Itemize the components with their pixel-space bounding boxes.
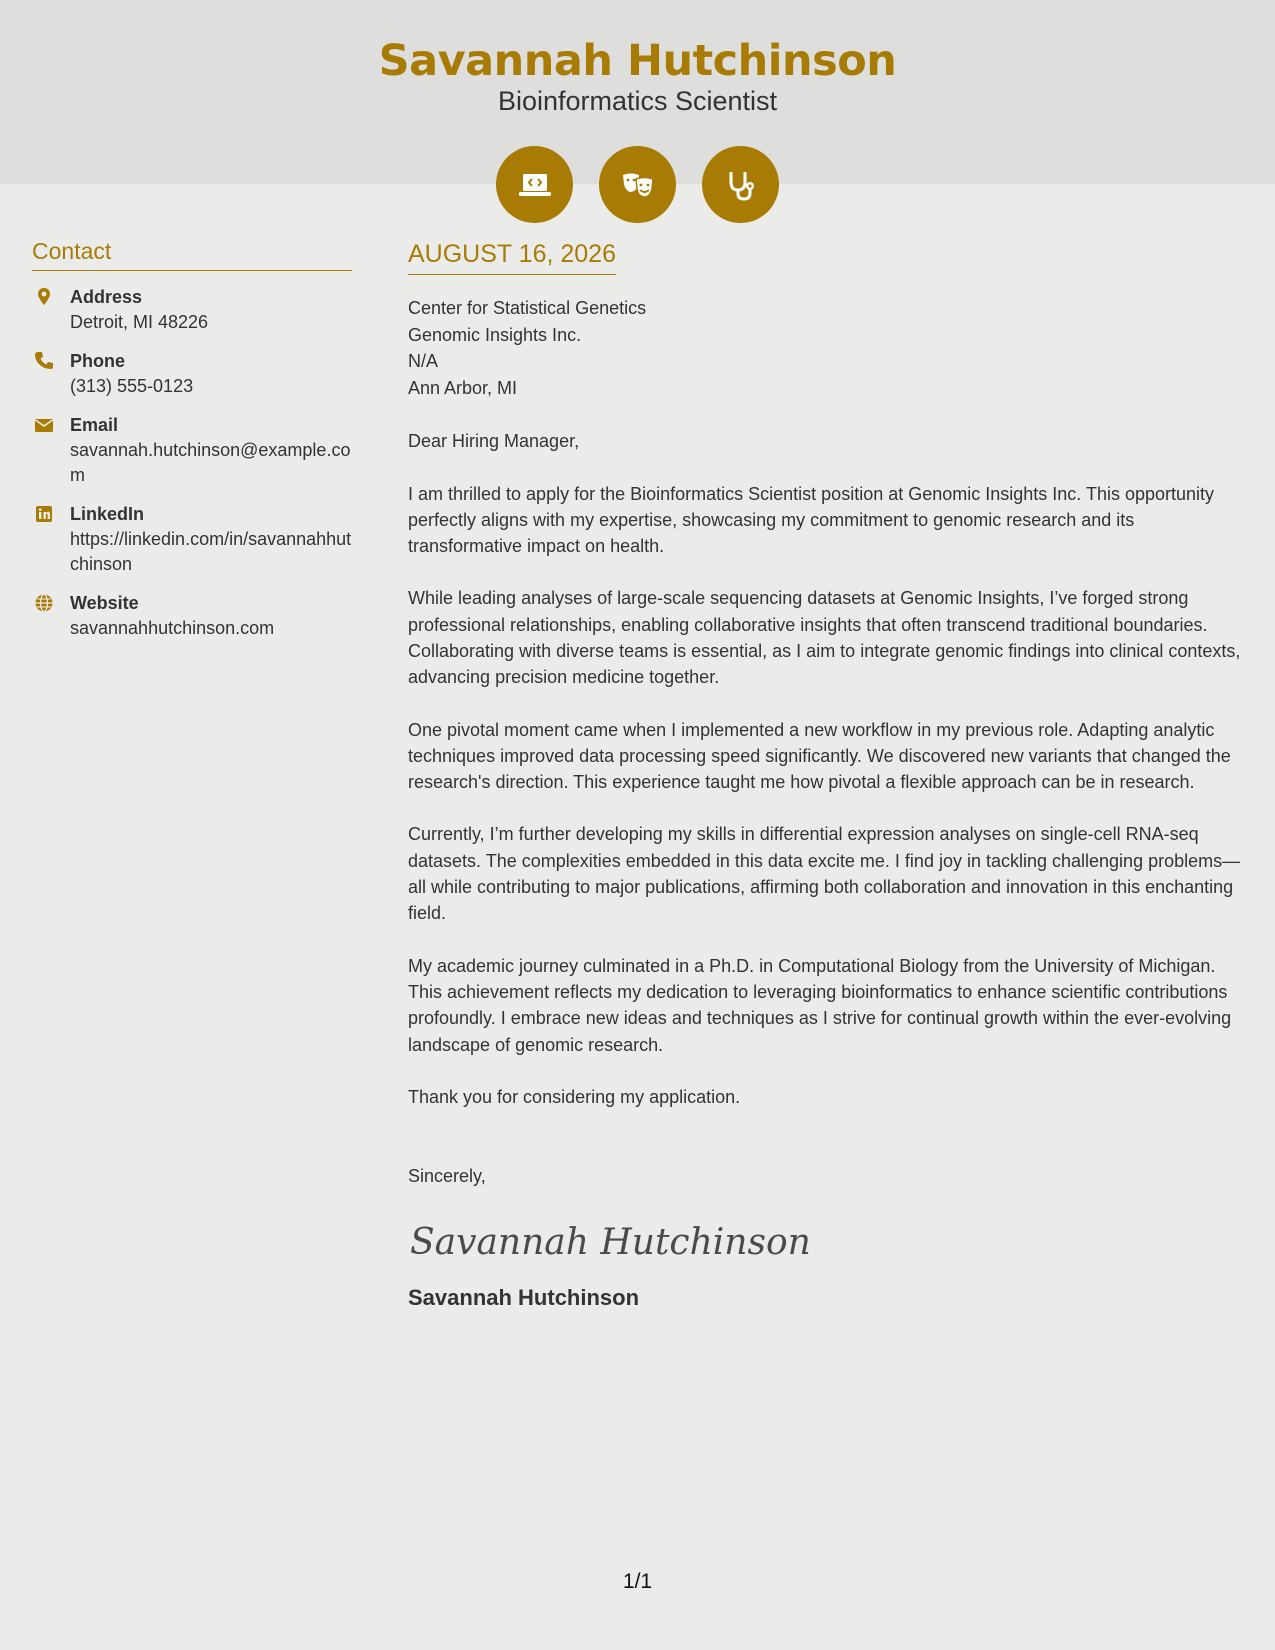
letter-date: AUGUST 16, 2026 <box>408 240 616 275</box>
recipient-block <box>408 295 1253 401</box>
recipient-line: Center for Statistical Genetics <box>408 298 647 318</box>
linkedin-label: LinkedIn <box>70 504 145 524</box>
globe-icon <box>32 591 70 641</box>
recipient-line: Ann Arbor, MI <box>408 377 518 398</box>
stethoscope-icon <box>702 146 779 223</box>
phone-value: (313) 555-0123 <box>70 376 194 396</box>
map-pin-icon <box>32 285 70 335</box>
closing: Sincerely, <box>408 1166 486 1187</box>
signer-name: Savannah Hutchinson <box>408 1284 640 1310</box>
contact-phone <box>32 349 352 399</box>
website-label: Website <box>70 593 139 613</box>
letter-paragraph: One pivotal moment came when I implemented a new workflow in my previous role. Adapting analytic techniques improved data processing speed significantly. We discovered new variants that changed the research's direction. This experience taught me how pivotal a flexible approach can be in research. <box>408 719 1231 793</box>
contact-linkedin <box>32 502 352 577</box>
website-value[interactable]: savannahhutchinson.com <box>70 618 275 638</box>
email-label: Email <box>70 415 119 435</box>
address-value: Detroit, MI 48226 <box>70 312 209 332</box>
contact-website <box>32 591 352 641</box>
recipient-line: Genomic Insights Inc. <box>408 324 582 345</box>
address-label: Address <box>70 287 143 307</box>
linkedin-icon <box>32 502 70 577</box>
handwritten-signature <box>408 1216 811 1266</box>
letter-paragraph: My academic journey culminated in a Ph.D. in Computational Biology from the University of Michigan. This achievement reflects my dedication to leveraging bioinformatics to enhance scientific contributions profoundly. I embrace new ideas and techniques as I strive for continual growth within the ever-evolving landscape of genomic research. <box>408 955 1232 1055</box>
laptop-code-icon <box>496 146 573 223</box>
linkedin-value[interactable]: https://linkedin.com/in/savannahhutchinson <box>70 529 352 574</box>
contact-address <box>32 285 352 335</box>
envelope-icon <box>32 413 70 488</box>
letter-body <box>408 240 1253 1311</box>
recipient-line: N/A <box>408 351 439 371</box>
applicant-name: Savannah Hutchinson <box>378 36 897 86</box>
contact-heading: Contact <box>32 238 352 271</box>
contact-email <box>32 413 352 488</box>
masks-theater-icon <box>599 146 676 223</box>
contact-sidebar <box>32 238 352 655</box>
phone-label: Phone <box>70 351 126 371</box>
page-number: 1/1 <box>622 1570 653 1593</box>
signature-text: Savannah Hutchinson <box>410 1221 811 1263</box>
letter-paragraph: While leading analyses of large-scale sequencing datasets at Genomic Insights, I’ve forged strong professional relationships, enabling collaborative insights that often transcend traditional boundaries. Collaborating with diverse teams is essential, as I aim to integrate genomic findings into clinical contexts, advancing precision medicine together. <box>408 588 1241 688</box>
letter-paragraph: I am thrilled to apply for the Bioinformatics Scientist position at Genomic Insights Inc. This opportunity perfectly aligns with my expertise, showcasing my commitment to genomic research and its transformative impact on health. <box>408 483 1215 557</box>
email-value[interactable]: savannah.hutchinson@example.com <box>70 440 351 485</box>
phone-icon <box>32 349 70 399</box>
salutation: Dear Hiring Manager, <box>408 431 580 451</box>
job-title: Bioinformatics Scientist <box>497 86 778 116</box>
letter-paragraph: Currently, I’m further developing my skills in differential expression analyses on single-cell RNA-seq datasets. The complexities embedded in this data excite me. I find joy in tackling challenging problems—all while contributing to major publications, affirming both collaboration and innovation in this enchanting field. <box>408 824 1241 924</box>
letter-paragraph: Thank you for considering my application. <box>408 1086 741 1107</box>
header-icon-row <box>496 146 779 223</box>
